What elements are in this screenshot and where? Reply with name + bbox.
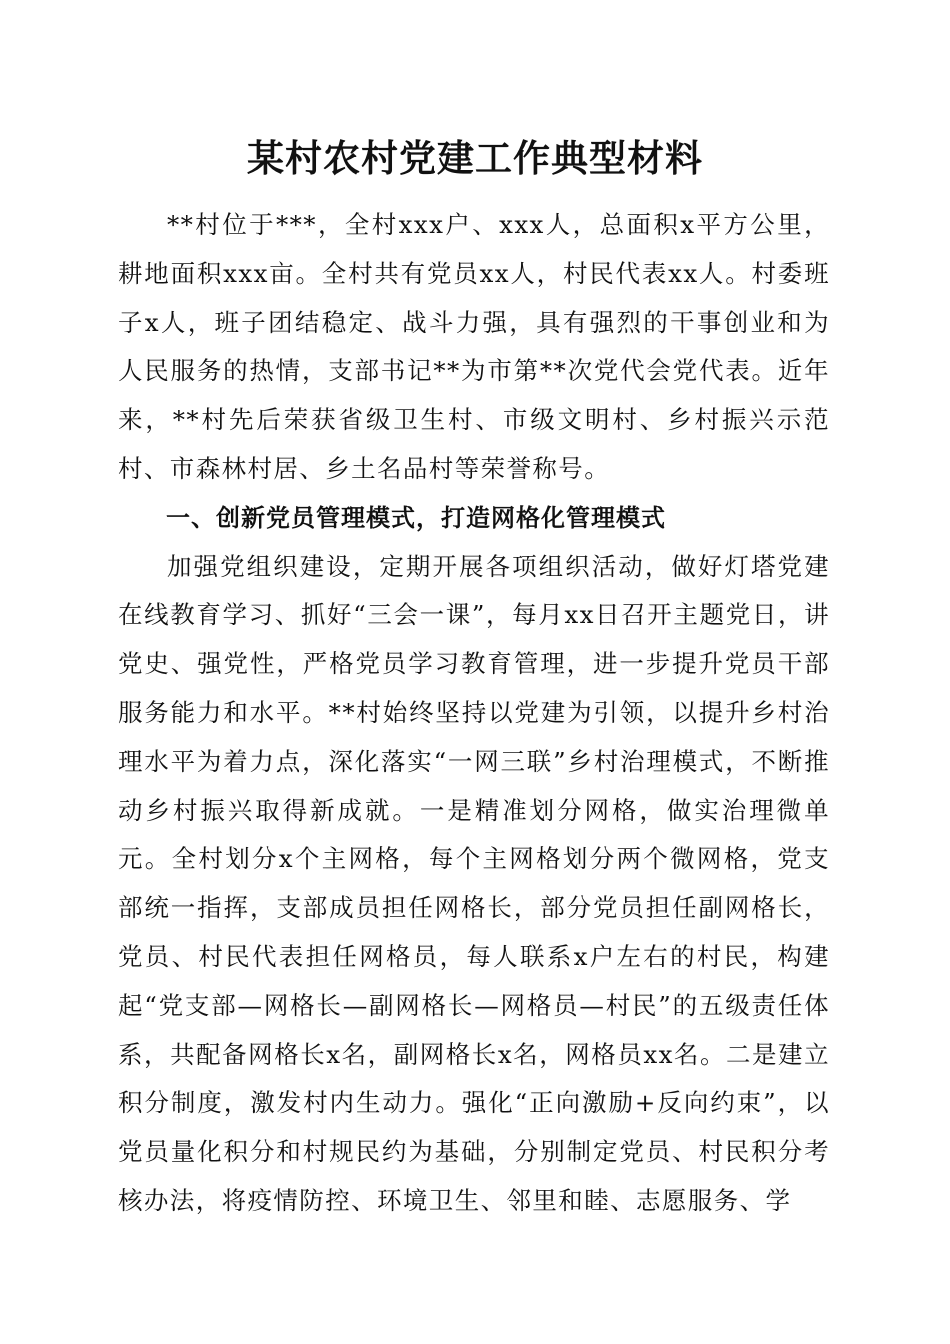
section-paragraph: 加强党组织建设，定期开展各项组织活动，做好灯塔党建在线教育学习、抓好“三会一课”，每月xx日召开主题党日，讲党史、强党性，严格党员学习教育管理，进一步提升党员干部服务能力和水平。**村始终坚持以党建为引领，以提升乡村治理水平为着力点，深化落实“一网三联”乡村治理模式，不断推动乡村振兴取得新成就。一是精准划分网格，做实治理微单元。全村划分x个主网格，每个主网格划分两个微网格，党支部统一指挥，支部成员担任网格长，部分党员担任副网格长，党员、村民代表担任网格员，每人联系x户左右的村民，构建起“党支部—网格长—副网格长—网格员—村民”的五级责任体系，共配备网格长x名，副网格长x名，网格员xx名。二是建立积分制度，激发村内生动力。强化“正向激励+反向约束”，以党员量化积分和村规民约为基础，分别制定党员、村民积分考核办法，将疫情防控、环境卫生、邻里和睦、志愿服务、学 <box>118 551 830 1215</box>
document-title: 某村农村党建工作典型材料 <box>247 136 703 180</box>
section-heading: 一、创新党员管理模式，打造网格化管理模式 <box>166 503 666 532</box>
intro-paragraph: **村位于***，全村xxx户、xxx人，总面积x平方公里，耕地面积xxx亩。全村共有党员xx人，村民代表xx人。村委班子x人，班子团结稳定、战斗力强，具有强烈的干事创业和为人民服务的热情，支部书记**为市第**次党代会党代表。近年来，**村先后荣获省级卫生村、市级文明村、乡村振兴示范村、市森林村居、乡土名品村等荣誉称号。 <box>118 210 830 483</box>
document-body <box>118 201 830 1226</box>
